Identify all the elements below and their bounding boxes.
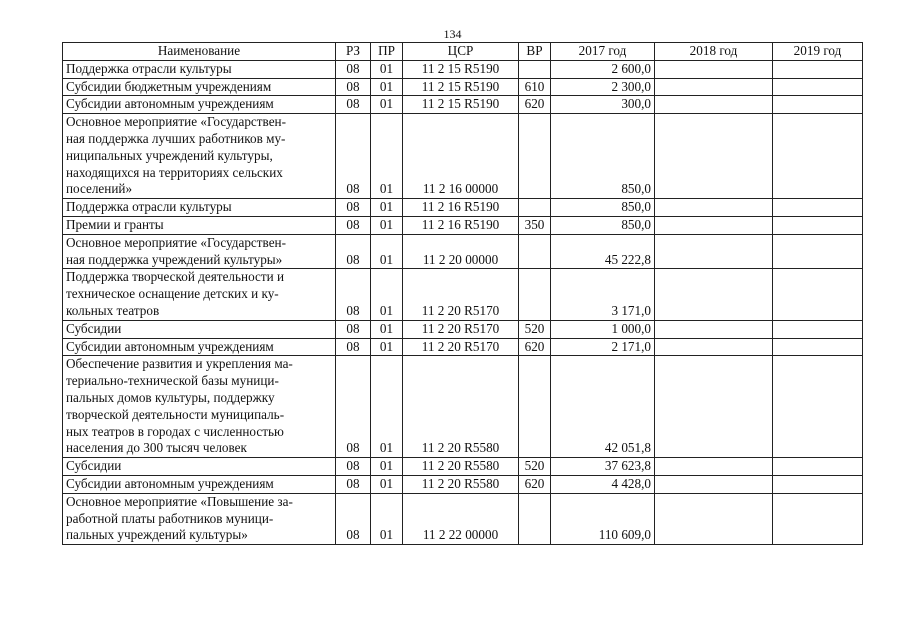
row-name-cell: Субсидии автономным учреждениям: [63, 96, 336, 114]
row-2019-cell: [773, 199, 863, 217]
row-pr-cell: 01: [371, 338, 403, 356]
row-rz-cell: 08: [336, 216, 371, 234]
row-name-cell: Субсидии: [63, 458, 336, 476]
table-row: [63, 96, 863, 114]
table-row: [63, 493, 863, 544]
row-pr-cell: 01: [371, 216, 403, 234]
row-2019-cell: [773, 338, 863, 356]
row-vr-cell: [519, 114, 551, 199]
row-csr-cell: 11 2 16 R5190: [403, 199, 519, 217]
row-2017-cell: 4 428,0: [551, 475, 655, 493]
row-2018-cell: [655, 60, 773, 78]
row-csr-cell: 11 2 15 R5190: [403, 60, 519, 78]
row-2017-cell: 850,0: [551, 114, 655, 199]
row-rz-cell: 08: [336, 493, 371, 544]
row-2017-cell: 850,0: [551, 216, 655, 234]
table-row: [63, 320, 863, 338]
header-2017: 2017 год: [551, 43, 655, 61]
table-row: [63, 475, 863, 493]
row-pr-cell: 01: [371, 269, 403, 320]
row-2017-cell: 2 600,0: [551, 60, 655, 78]
row-vr-cell: [519, 60, 551, 78]
table-row: [63, 269, 863, 320]
row-vr-cell: 520: [519, 458, 551, 476]
row-csr-cell: 11 2 20 R5580: [403, 356, 519, 458]
row-csr-cell: 11 2 16 R5190: [403, 216, 519, 234]
row-2019-cell: [773, 493, 863, 544]
table-row: [63, 60, 863, 78]
table-row: [63, 356, 863, 458]
row-2017-cell: 300,0: [551, 96, 655, 114]
row-name-cell: Субсидии автономным учреждениям: [63, 475, 336, 493]
row-vr-cell: 620: [519, 338, 551, 356]
row-rz-cell: 08: [336, 475, 371, 493]
row-csr-cell: 11 2 15 R5190: [403, 96, 519, 114]
row-rz-cell: 08: [336, 320, 371, 338]
row-pr-cell: 01: [371, 458, 403, 476]
table-row: [63, 216, 863, 234]
row-pr-cell: 01: [371, 199, 403, 217]
table-row: [63, 78, 863, 96]
table-row: [63, 114, 863, 199]
row-vr-cell: [519, 356, 551, 458]
row-name-cell: Обеспечение развития и укрепления ма- териально-технической базы муници- пальных домов культуры, поддержку творческой деятельности муниципаль- ных театров в городах с численностью населения до 300 тысяч человек: [63, 356, 336, 458]
row-pr-cell: 01: [371, 234, 403, 269]
row-csr-cell: 11 2 20 R5580: [403, 458, 519, 476]
row-vr-cell: [519, 269, 551, 320]
row-rz-cell: 08: [336, 234, 371, 269]
row-2019-cell: [773, 269, 863, 320]
row-vr-cell: 620: [519, 475, 551, 493]
row-name-cell: Основное мероприятие «Повышение за- работной платы работников муници- пальных учреждений культуры»: [63, 493, 336, 544]
row-2017-cell: 2 171,0: [551, 338, 655, 356]
row-rz-cell: 08: [336, 199, 371, 217]
row-2017-cell: 42 051,8: [551, 356, 655, 458]
row-pr-cell: 01: [371, 78, 403, 96]
header-rz: РЗ: [336, 43, 371, 61]
row-2018-cell: [655, 338, 773, 356]
row-pr-cell: 01: [371, 96, 403, 114]
row-vr-cell: 620: [519, 96, 551, 114]
row-pr-cell: 01: [371, 356, 403, 458]
row-vr-cell: [519, 199, 551, 217]
row-rz-cell: 08: [336, 60, 371, 78]
row-csr-cell: 11 2 16 00000: [403, 114, 519, 199]
table-row: [63, 458, 863, 476]
row-vr-cell: [519, 234, 551, 269]
header-row: [63, 43, 863, 61]
row-2018-cell: [655, 114, 773, 199]
row-2017-cell: 1 000,0: [551, 320, 655, 338]
row-2019-cell: [773, 320, 863, 338]
row-2018-cell: [655, 234, 773, 269]
row-2017-cell: 850,0: [551, 199, 655, 217]
row-rz-cell: 08: [336, 114, 371, 199]
header-2019: 2019 год: [773, 43, 863, 61]
row-pr-cell: 01: [371, 320, 403, 338]
row-2017-cell: 45 222,8: [551, 234, 655, 269]
row-2017-cell: 2 300,0: [551, 78, 655, 96]
row-rz-cell: 08: [336, 356, 371, 458]
row-csr-cell: 11 2 20 R5170: [403, 338, 519, 356]
row-vr-cell: 610: [519, 78, 551, 96]
row-csr-cell: 11 2 20 R5170: [403, 269, 519, 320]
row-pr-cell: 01: [371, 60, 403, 78]
row-pr-cell: 01: [371, 475, 403, 493]
row-vr-cell: 350: [519, 216, 551, 234]
row-vr-cell: [519, 493, 551, 544]
row-2019-cell: [773, 78, 863, 96]
row-pr-cell: 01: [371, 114, 403, 199]
row-rz-cell: 08: [336, 269, 371, 320]
header-pr: ПР: [371, 43, 403, 61]
row-2019-cell: [773, 356, 863, 458]
row-2018-cell: [655, 356, 773, 458]
row-2019-cell: [773, 114, 863, 199]
row-rz-cell: 08: [336, 96, 371, 114]
row-2019-cell: [773, 458, 863, 476]
row-2018-cell: [655, 475, 773, 493]
row-csr-cell: 11 2 20 00000: [403, 234, 519, 269]
row-rz-cell: 08: [336, 338, 371, 356]
row-2018-cell: [655, 269, 773, 320]
row-name-cell: Субсидии автономным учреждениям: [63, 338, 336, 356]
row-vr-cell: 520: [519, 320, 551, 338]
row-2019-cell: [773, 216, 863, 234]
budget-table: [62, 42, 863, 545]
row-name-cell: Поддержка творческой деятельности и техническое оснащение детских и ку- кольных театров: [63, 269, 336, 320]
row-2018-cell: [655, 199, 773, 217]
table-row: [63, 199, 863, 217]
row-2019-cell: [773, 475, 863, 493]
table-row: [63, 234, 863, 269]
row-name-cell: Поддержка отрасли культуры: [63, 60, 336, 78]
row-csr-cell: 11 2 20 R5580: [403, 475, 519, 493]
header-csr: ЦСР: [403, 43, 519, 61]
row-2019-cell: [773, 234, 863, 269]
row-2017-cell: 110 609,0: [551, 493, 655, 544]
header-2018: 2018 год: [655, 43, 773, 61]
row-2019-cell: [773, 60, 863, 78]
row-2018-cell: [655, 216, 773, 234]
header-name: Наименование: [63, 43, 336, 61]
row-rz-cell: 08: [336, 78, 371, 96]
row-pr-cell: 01: [371, 493, 403, 544]
row-name-cell: Премии и гранты: [63, 216, 336, 234]
row-name-cell: Основное мероприятие «Государствен- ная поддержка лучших работников му- ниципальных учреждений культуры, находящихся на территориях сельских поселений»: [63, 114, 336, 199]
row-2017-cell: 37 623,8: [551, 458, 655, 476]
row-csr-cell: 11 2 20 R5170: [403, 320, 519, 338]
row-name-cell: Субсидии: [63, 320, 336, 338]
row-csr-cell: 11 2 15 R5190: [403, 78, 519, 96]
row-name-cell: Субсидии бюджетным учреждениям: [63, 78, 336, 96]
row-rz-cell: 08: [336, 458, 371, 476]
row-2017-cell: 3 171,0: [551, 269, 655, 320]
row-name-cell: Поддержка отрасли культуры: [63, 199, 336, 217]
row-2018-cell: [655, 320, 773, 338]
table-row: [63, 338, 863, 356]
row-2019-cell: [773, 96, 863, 114]
page-number: 134: [443, 27, 462, 41]
header-vr: ВР: [519, 43, 551, 61]
row-2018-cell: [655, 493, 773, 544]
row-2018-cell: [655, 96, 773, 114]
row-name-cell: Основное мероприятие «Государствен- ная поддержка учреждений культуры»: [63, 234, 336, 269]
row-2018-cell: [655, 78, 773, 96]
row-2018-cell: [655, 458, 773, 476]
row-csr-cell: 11 2 22 00000: [403, 493, 519, 544]
